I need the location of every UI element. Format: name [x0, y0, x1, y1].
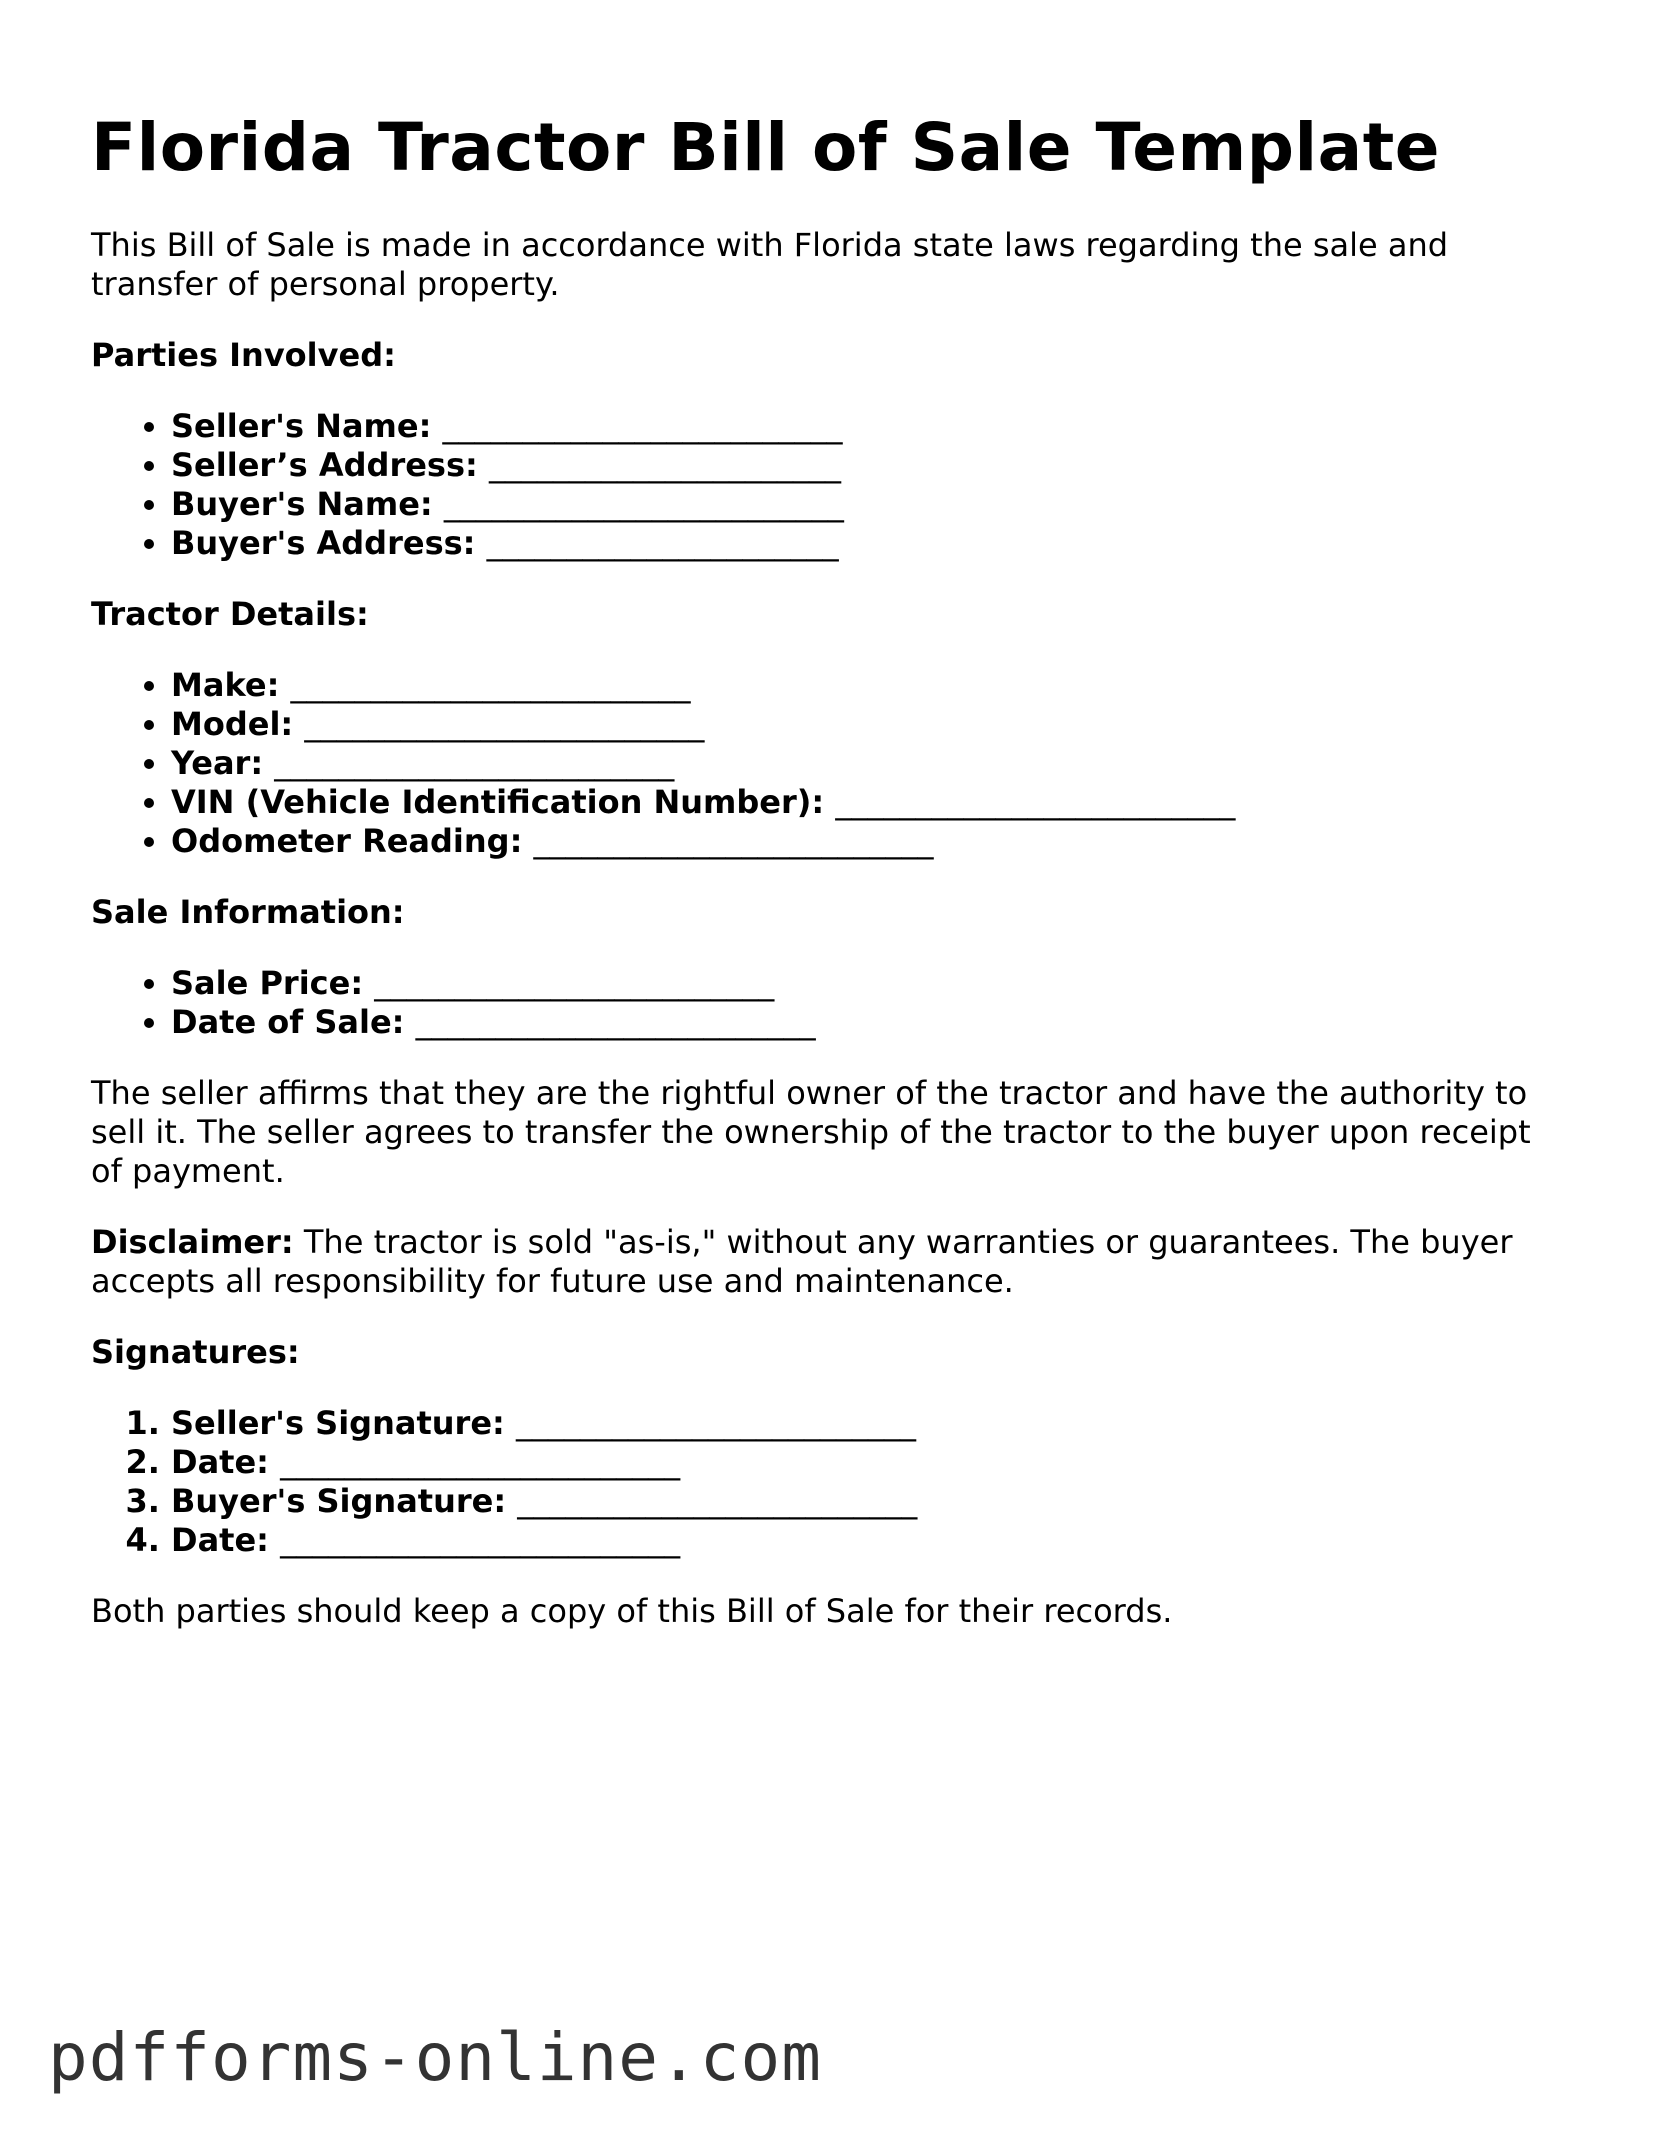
model-blank[interactable]: _________________________	[304, 705, 705, 743]
seller-name-blank[interactable]: _________________________	[442, 407, 843, 445]
buyer-date-blank[interactable]: _________________________	[280, 1521, 681, 1559]
model-field[interactable]: • Model: _________________________	[171, 705, 1571, 744]
document-title: Florida Tractor Bill of Sale Template	[91, 109, 1441, 186]
document-page	[91, 108, 1571, 1663]
make-blank[interactable]: _________________________	[290, 666, 691, 704]
parties-list	[91, 407, 1571, 563]
signatures-heading: Signatures:	[91, 1333, 300, 1371]
vin-field[interactable]: • VIN (Vehicle Identification Number): _________________________	[171, 783, 1571, 822]
year-field[interactable]: • Year: _________________________	[171, 744, 1571, 783]
seller-date-blank[interactable]: _________________________	[280, 1443, 681, 1481]
closing-paragraph: Both parties should keep a copy of this Bill of Sale for their records.	[91, 1592, 1173, 1630]
sale-price-field[interactable]: • Sale Price: _________________________	[171, 964, 1571, 1003]
disclaimer-label: Disclaimer:	[91, 1223, 294, 1261]
sale-price-blank[interactable]: _________________________	[374, 964, 775, 1002]
buyer-address-field[interactable]: • Buyer's Address: ______________________	[171, 524, 1571, 563]
buyer-name-blank[interactable]: _________________________	[443, 485, 844, 523]
buyer-date-field[interactable]: 4. Date: _________________________	[171, 1521, 1571, 1560]
seller-signature-blank[interactable]: _________________________	[515, 1404, 916, 1442]
seller-signature-field[interactable]: 1. Seller's Signature: _________________________	[171, 1404, 1571, 1443]
tractor-heading: Tractor Details:	[91, 595, 369, 633]
watermark: pdfforms-online.com	[48, 2019, 822, 2096]
sale-date-field[interactable]: • Date of Sale: _________________________	[171, 1003, 1571, 1042]
sale-date-blank[interactable]: _________________________	[415, 1003, 816, 1041]
odometer-blank[interactable]: _________________________	[533, 822, 934, 860]
buyer-signature-blank[interactable]: _________________________	[517, 1482, 918, 1520]
sale-heading: Sale Information:	[91, 893, 405, 931]
make-field[interactable]: • Make: _________________________	[171, 666, 1571, 705]
seller-date-field[interactable]: 2. Date: _________________________	[171, 1443, 1571, 1482]
disclaimer-text: The tractor is sold "as-is," without any warranties or guarantees. The buyer accepts all responsibility for future use and maintenance.	[91, 1223, 1513, 1300]
seller-address-field[interactable]: • Seller’s Address: ______________________	[171, 446, 1571, 485]
affirmation-paragraph: The seller affirms that they are the rightful owner of the tractor and have the authority to sell it. The seller agrees to transfer the ownership of the tractor to the buyer upon receipt of payment.	[91, 1074, 1531, 1190]
intro-paragraph: This Bill of Sale is made in accordance with Florida state laws regarding the sale and transfer of personal property.	[91, 226, 1449, 303]
parties-heading: Parties Involved:	[91, 336, 396, 374]
buyer-name-field[interactable]: • Buyer's Name: _________________________	[171, 485, 1571, 524]
tractor-list	[91, 666, 1571, 861]
disclaimer-paragraph	[91, 1223, 1571, 1301]
signatures-list	[91, 1404, 1571, 1560]
year-blank[interactable]: _________________________	[274, 744, 675, 782]
odometer-field[interactable]: • Odometer Reading: _________________________	[171, 822, 1571, 861]
seller-name-field[interactable]: • Seller's Name: _________________________	[171, 407, 1571, 446]
vin-blank[interactable]: _________________________	[835, 783, 1236, 821]
buyer-signature-field[interactable]: 3. Buyer's Signature: _________________________	[171, 1482, 1571, 1521]
sale-list	[91, 964, 1571, 1042]
seller-address-blank[interactable]: ______________________	[488, 446, 841, 484]
buyer-address-blank[interactable]: ______________________	[486, 524, 839, 562]
